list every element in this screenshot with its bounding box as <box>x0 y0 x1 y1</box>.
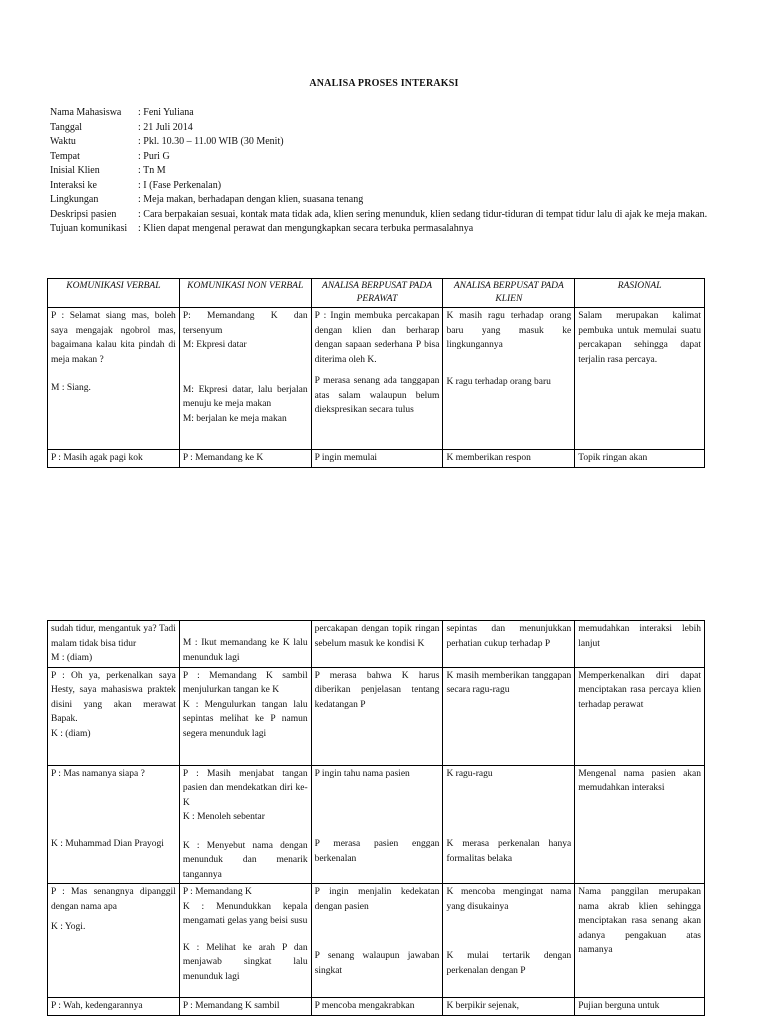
cell-perawat: P ingin memulai <box>311 450 443 468</box>
text-line: K merasa perkenalan hanya formalitas belaka <box>446 839 574 864</box>
text-line: P : Memandang K sambil menjulurkan tangan ke K <box>182 670 310 695</box>
cell-verbal <box>48 621 180 668</box>
cell-klien <box>443 884 575 998</box>
text-line: K ragu terhadap orang baru <box>446 376 551 387</box>
text-line: P : Selamat siang mas, boleh saya mengajak ngobrol mas, bagaimana kalau kita pindah di meja makan ? <box>51 311 179 365</box>
cell-perawat: P mencoba mengakrabkan <box>311 998 443 1016</box>
info-label: Lingkungan <box>50 194 99 205</box>
cell-nonverbal: P : Memandang K sambil <box>179 998 311 1016</box>
text-line: K : Melihat ke arah P dan menjawab singkat lalu menunduk lagi <box>182 942 310 982</box>
text-line: K : Yogi. <box>51 922 86 932</box>
text-line: K mencoba mengingat nama yang disukainya <box>446 887 574 912</box>
cell-verbal <box>48 765 180 884</box>
text-line: P : Oh ya, perkenalkan saya Hesty, saya mahasiswa praktek disini yang akan merawat Bapak. <box>51 670 179 724</box>
cell-klien <box>443 765 575 884</box>
info-row <box>50 135 740 150</box>
text-line: K : Menundukkan kepala mengamati gelas yang beisi susu <box>182 901 310 926</box>
cell-klien: sepintas dan menunjukkan perhatian cukup terhadap P <box>443 621 575 668</box>
info-label: Deskripsi pasien <box>50 208 117 220</box>
header-verbal: KOMUNIKASI VERBAL <box>48 279 180 308</box>
info-row <box>50 208 740 223</box>
header-rasional: RASIONAL <box>575 279 705 308</box>
info-label: Interaksi ke <box>50 179 97 191</box>
info-row <box>50 121 740 136</box>
cell-rasional: memudahkan interaksi lebih lanjut <box>575 621 705 668</box>
info-value: : Klien dapat mengenal perawat dan mengungkapkan secara terbuka permasalahnya <box>138 223 474 234</box>
text-line: P : Mas senangnya dipanggil dengan nama apa <box>51 887 179 912</box>
text-line: K : Mengulurkan tangan lalu sepintas melihat ke P namun segera menunduk lagi <box>182 699 310 739</box>
info-value: : I (Fase Perkenalan) <box>138 179 222 191</box>
cell-nonverbal <box>179 667 311 765</box>
cell-perawat: P merasa bahwa K harus diberikan penjelasan tentang kedatangan P <box>311 667 443 765</box>
cell-klien <box>443 308 575 450</box>
text-line: P : Mas namanya siapa ? <box>51 768 145 779</box>
table-row <box>48 998 705 1016</box>
cell-rasional <box>575 308 705 450</box>
cell-rasional: Memperkenalkan diri dapat menciptakan rasa percaya klien terhadap perawat <box>575 667 705 765</box>
header-perawat: ANALISA BERPUSAT PADA PERAWAT <box>311 279 443 308</box>
info-row <box>50 222 740 237</box>
info-label: Nama Mahasiswa <box>50 107 122 118</box>
info-label: Tanggal <box>50 121 83 133</box>
cell-perawat <box>311 765 443 884</box>
text-line: P merasa senang ada tanggapan atas salam walaupun belum diekspresikan secara tulus <box>314 376 442 415</box>
cell-verbal: P : Wah, kedengarannya <box>48 998 180 1016</box>
text-line: Salam merupakan kalimat pembuka untuk memulai suatu percakapan sehingga dapat terjalin rasa percaya. <box>578 311 704 365</box>
cell-perawat: percakapan dengan topik ringan sebelum masuk ke kondisi K <box>311 621 443 668</box>
cell-nonverbal <box>179 308 311 450</box>
text-line: M: Ekpresi datar, lalu berjalan menuju ke meja makan <box>182 384 310 409</box>
cell-perawat <box>311 884 443 998</box>
text-line: K : Menoleh sebentar <box>182 812 265 822</box>
info-row <box>50 193 740 208</box>
info-row <box>50 150 740 165</box>
info-value: : Tn M <box>138 165 166 176</box>
text-line: P : Masih menjabat tangan pasien dan mendekatkan diri ke-K <box>182 768 310 808</box>
page-title: ANALISA PROSES INTERAKSI <box>309 78 459 89</box>
table-row <box>48 884 705 998</box>
text-line: K : (diam) <box>51 728 91 739</box>
text-line: K : Menyebut nama dengan menunduk dan menarik tangannya <box>182 840 310 880</box>
text-line: P ingin tahu nama pasien <box>314 768 410 779</box>
cell-klien: K memberikan respon <box>443 450 575 468</box>
info-label: Tujuan komunikasi <box>50 223 128 234</box>
info-row <box>50 164 740 179</box>
cell-verbal <box>48 667 180 765</box>
text-line: M : (diam) <box>51 653 93 663</box>
text-line: P ingin menjalin kedekatan dengan pasien <box>314 887 442 912</box>
patient-info <box>50 106 740 237</box>
table-row <box>48 621 705 668</box>
text-line: P : Memandang K <box>182 887 252 897</box>
header-nonverbal: KOMUNIKASI NON VERBAL <box>179 279 311 308</box>
cell-nonverbal <box>179 765 311 884</box>
info-label: Inisial Klien <box>50 165 100 176</box>
cell-perawat <box>311 308 443 450</box>
info-label: Tempat <box>50 150 80 162</box>
info-row <box>50 106 740 121</box>
interaction-table-page-2 <box>47 620 705 1016</box>
text-line: M: berjalan ke meja makan <box>182 413 287 424</box>
text-line: P senang walaupun jawaban singkat <box>314 951 442 976</box>
cell-rasional: Nama panggilan merupakan nama akrab klien sehingga menciptakan rasa senang akan adanya pengakuan atas namanya <box>575 884 705 998</box>
cell-verbal <box>48 884 180 998</box>
text-line: M: Ekpresi datar <box>182 340 247 350</box>
text-line: sudah tidur, mengantuk ya? Tadi malam tidak bisa tidur <box>51 624 179 649</box>
text-line: P : Ingin membuka percakapan dengan klien dan berharap dengan sapaan sederhana P bisa diterima oleh K. <box>314 311 442 365</box>
cell-rasional: Mengenal nama pasien akan memudahkan interaksi <box>575 765 705 884</box>
interaction-table-page-1 <box>47 278 705 468</box>
table-row <box>48 450 705 468</box>
cell-verbal <box>48 308 180 450</box>
cell-nonverbal: P : Memandang ke K <box>179 450 311 468</box>
text-line: P merasa pasien enggan berkenalan <box>314 839 442 864</box>
cell-rasional: Topik ringan akan <box>575 450 705 468</box>
info-value: : Meja makan, berhadapan dengan klien, suasana tenang <box>138 194 364 205</box>
cell-verbal: P : Masih agak pagi kok <box>48 450 180 468</box>
cell-rasional: Pujian berguna untuk <box>575 998 705 1016</box>
info-label: Waktu <box>50 136 76 147</box>
cell-klien: K masih memberikan tanggapan secara ragu-ragu <box>443 667 575 765</box>
info-value: : 21 Juli 2014 <box>138 121 193 133</box>
table-row <box>48 308 705 450</box>
info-value: : Pkl. 10.30 – 11.00 WIB (30 Menit) <box>138 136 284 147</box>
text-line: K : Muhammad Dian Prayogi <box>51 839 164 849</box>
cell-klien: K berpikir sejenak, <box>443 998 575 1016</box>
text-line: K ragu-ragu <box>446 768 493 779</box>
info-value: : Cara berpakaian sesuai, kontak mata tidak ada, klien sering menunduk, klien sedang tidur-tiduran di tempat tidur lalu di ajak ke meja makan. <box>138 208 708 220</box>
text-line: K masih ragu terhadap orang baru yang masuk ke lingkungannya <box>446 311 574 350</box>
text-line: K mulai tertarik dengan perkenalan dengan P <box>446 951 574 976</box>
text-line: P: Memandang K dan tersenyum <box>182 311 310 336</box>
text-line: M : Ikut memandang ke K lalu menunduk lagi <box>182 638 310 663</box>
table-row <box>48 765 705 884</box>
table-row <box>48 667 705 765</box>
text-line: M : Siang. <box>51 383 91 393</box>
cell-nonverbal <box>179 621 311 668</box>
cell-nonverbal <box>179 884 311 998</box>
info-value: : Puri G <box>138 150 170 162</box>
header-klien: ANALISA BERPUSAT PADA KLIEN <box>443 279 575 308</box>
info-row <box>50 179 740 194</box>
info-value: : Feni Yuliana <box>138 107 194 118</box>
